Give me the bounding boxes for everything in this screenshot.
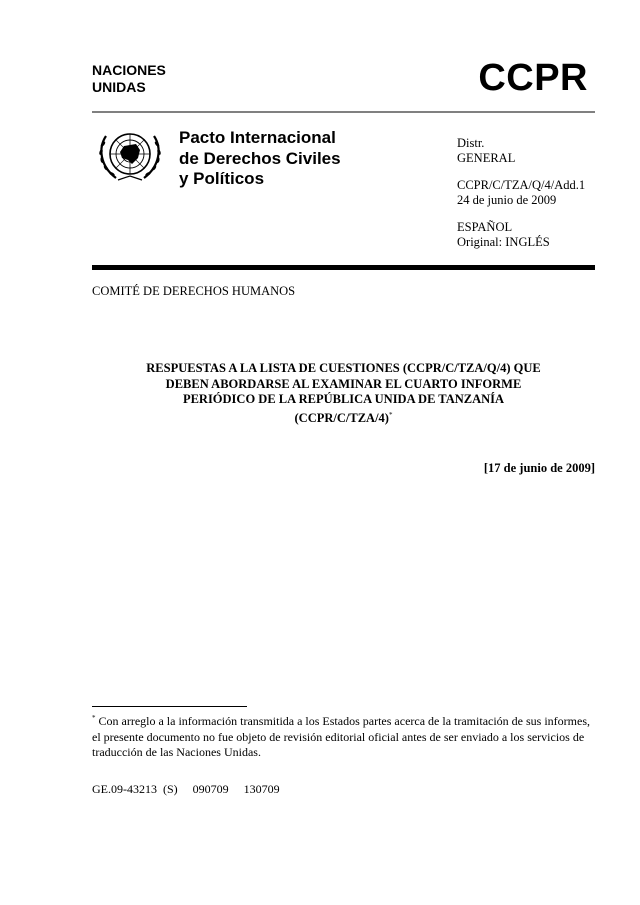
title-line4 <box>92 408 595 427</box>
organization-line2: UNIDAS <box>92 79 146 95</box>
footnote-text: Con arreglo a la información transmitida a los Estados partes acerca de la tramitación de sus informes, el presente documento no fue objeto de revisión editorial oficial antes de ser enviado a los servicios de traducción de las Naciones Unidas. <box>92 714 590 759</box>
title-line4-text: (CCPR/C/TZA/4) <box>294 410 389 425</box>
title-line1: RESPUESTAS A LA LISTA DE CUESTIONES (CCPR/C/TZA/Q/4) QUE <box>146 361 541 375</box>
footnote-divider <box>92 706 247 707</box>
document-symbol: CCPR/C/TZA/Q/4/Add.1 <box>457 178 586 192</box>
treaty-name <box>179 128 341 190</box>
distribution-value: GENERAL <box>457 151 516 165</box>
submission-date: [17 de junio de 2009] <box>483 461 595 475</box>
document-metadata <box>457 136 585 250</box>
distribution-label: Distr. <box>457 136 485 150</box>
document-language: ESPAÑOL <box>457 220 513 234</box>
footnote-mark: * <box>92 714 96 722</box>
thick-divider <box>92 265 595 270</box>
treaty-line1: Pacto Internacional <box>179 128 336 147</box>
organization-line1: NACIONES <box>92 62 166 78</box>
treaty-line3: y Políticos <box>179 169 265 188</box>
committee-name: COMITÉ DE DERECHOS HUMANOS <box>92 284 296 298</box>
title-line3: PERIÓDICO DE LA REPÚBLICA UNIDA DE TANZANÍA <box>182 392 505 406</box>
treaty-line2: de Derechos Civiles <box>179 148 341 168</box>
document-date: 24 de junio de 2009 <box>457 193 557 207</box>
job-number: GE.09-43213 (S) 090709 130709 <box>92 782 280 796</box>
header-divider <box>92 111 595 113</box>
footnote-reference[interactable]: * <box>388 410 393 419</box>
organization-name <box>92 62 166 96</box>
original-language: Original: INGLÉS <box>457 235 550 249</box>
document-title <box>92 361 595 426</box>
footnote <box>92 711 597 761</box>
document-series-symbol: CCPR <box>478 57 588 99</box>
un-emblem-icon <box>94 124 166 188</box>
title-line2: DEBEN ABORDARSE AL EXAMINAR EL CUARTO INFORME <box>165 376 522 391</box>
